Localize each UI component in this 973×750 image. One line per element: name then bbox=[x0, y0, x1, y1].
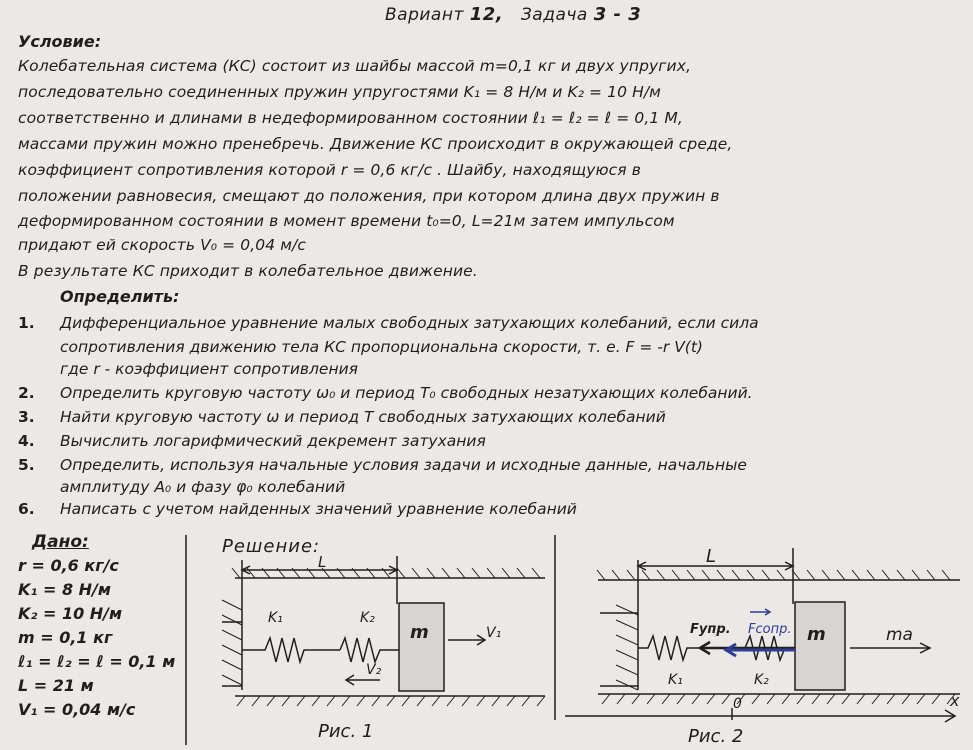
condition-line: последовательно соединенных пружин упругостями K₁ = 8 Н/м и K₂ = 10 Н/м bbox=[18, 83, 661, 101]
hatching-bottom bbox=[602, 694, 955, 704]
task-item-continued: где r - коэффициент сопротивления bbox=[60, 360, 358, 378]
condition-line: В результате КС приходит в колебательное движение. bbox=[18, 262, 478, 280]
task-item-continued: амплитуду A₀ и фазу φ₀ колебаний bbox=[60, 478, 346, 496]
spring-k2 bbox=[340, 638, 399, 662]
wall-hatching bbox=[616, 605, 638, 690]
condition-line: придают ей скорость V₀ = 0,04 м/с bbox=[18, 236, 306, 254]
fig2-label-origin: 0 bbox=[733, 696, 742, 712]
given-item: ℓ₁ = ℓ₂ = ℓ = 0,1 м bbox=[18, 652, 176, 671]
wall-hatching bbox=[222, 600, 242, 685]
fig1-label-l: L bbox=[318, 553, 327, 571]
given-item: L = 21 м bbox=[18, 676, 94, 695]
fig2-label-k2: K₂ bbox=[754, 672, 769, 688]
condition-line: соответственно и длинами в недеформированном состоянии ℓ₁ = ℓ₂ = ℓ = 0,1 М, bbox=[18, 109, 683, 127]
condition-line: массами пружин можно пренебречь. Движение КС происходит в окружающей среде, bbox=[18, 135, 733, 153]
task-text: Написать с учетом найденных значений уравнение колебаний bbox=[60, 500, 577, 518]
task-text: Вычислить логарифмический декремент затухания bbox=[60, 432, 486, 450]
fig2-caption: Рис. 2 bbox=[688, 726, 744, 747]
mass-block-1 bbox=[399, 603, 444, 691]
fig1-label-k1: K₁ bbox=[268, 610, 283, 626]
fig2-label-ma: ma bbox=[886, 625, 913, 645]
determine-label: Определить: bbox=[60, 287, 180, 306]
hatching-top bbox=[597, 570, 950, 580]
variant-number: 12, bbox=[469, 4, 504, 25]
given-item: K₁ = 8 Н/м bbox=[18, 580, 111, 599]
fig2-label-l: L bbox=[706, 546, 717, 567]
task-number: 2. bbox=[18, 384, 35, 402]
fig2-label-f-elastic: Fупр. bbox=[690, 622, 731, 637]
task-prefix: Задача bbox=[520, 5, 588, 25]
spring-k1 bbox=[242, 638, 340, 662]
fig1-label-mass: m bbox=[410, 622, 429, 643]
given-item: r = 0,6 кг/с bbox=[18, 556, 119, 575]
task-text: Дифференциальное уравнение малых свободных затухающих колебаний, если сила bbox=[60, 314, 759, 332]
given-item: m = 0,1 кг bbox=[18, 628, 113, 647]
mass-block-2 bbox=[795, 602, 845, 690]
task-text: Найти круговую частоту ω и период T свободных затухающих колебаний bbox=[60, 408, 666, 426]
fig1-label-k2: K₂ bbox=[360, 610, 375, 626]
title-prefix: Вариант bbox=[385, 5, 464, 25]
fig1-label-v1: V₁ bbox=[486, 625, 502, 641]
condition-line: деформированном состоянии в момент времени t₀=0, L=21м затем импульсом bbox=[18, 212, 675, 230]
given-item: V₁ = 0,04 м/с bbox=[18, 700, 136, 719]
task-text: Определить, используя начальные условия задачи и исходные данные, начальные bbox=[60, 456, 747, 474]
fig1-caption: Рис. 1 bbox=[318, 721, 374, 742]
task-number: 3 - 3 bbox=[593, 4, 642, 25]
condition-label: Условие: bbox=[18, 32, 102, 51]
fig2-label-x-axis: x bbox=[950, 691, 960, 710]
given-title: Дано: bbox=[32, 532, 89, 552]
condition-line: коэффициент сопротивления которой r = 0,6 кг/с . Шайбу, находящуюся в bbox=[18, 161, 641, 179]
hatching-bottom bbox=[237, 696, 545, 706]
task-number: 6. bbox=[18, 500, 35, 518]
fig2-label-f-resist: Fсопр. bbox=[748, 622, 792, 637]
task-number: 3. bbox=[18, 408, 35, 426]
task-text: Определить круговую частоту ω₀ и период T₀ свободных незатухающих колебаний. bbox=[60, 384, 753, 402]
task-number: 4. bbox=[18, 432, 35, 450]
solution-title: Решение: bbox=[222, 536, 321, 557]
condition-line: положении равновесия, смещают до положения, при котором длина двух пружин в bbox=[18, 187, 720, 205]
fig2-label-k1: K₁ bbox=[668, 672, 683, 688]
task-item-continued: сопротивления движению тела КС пропорциональна скорости, т. е. F = -r V(t) bbox=[60, 338, 703, 356]
given-item: K₂ = 10 Н/м bbox=[18, 604, 123, 623]
task-number: 1. bbox=[18, 314, 35, 332]
condition-line: Колебательная система (КС) состоит из шайбы массой m=0,1 кг и двух упругих, bbox=[18, 57, 691, 75]
fig2-label-mass: m bbox=[807, 624, 826, 645]
task-number: 5. bbox=[18, 456, 35, 474]
fig1-label-v2: V₂ bbox=[366, 662, 382, 678]
